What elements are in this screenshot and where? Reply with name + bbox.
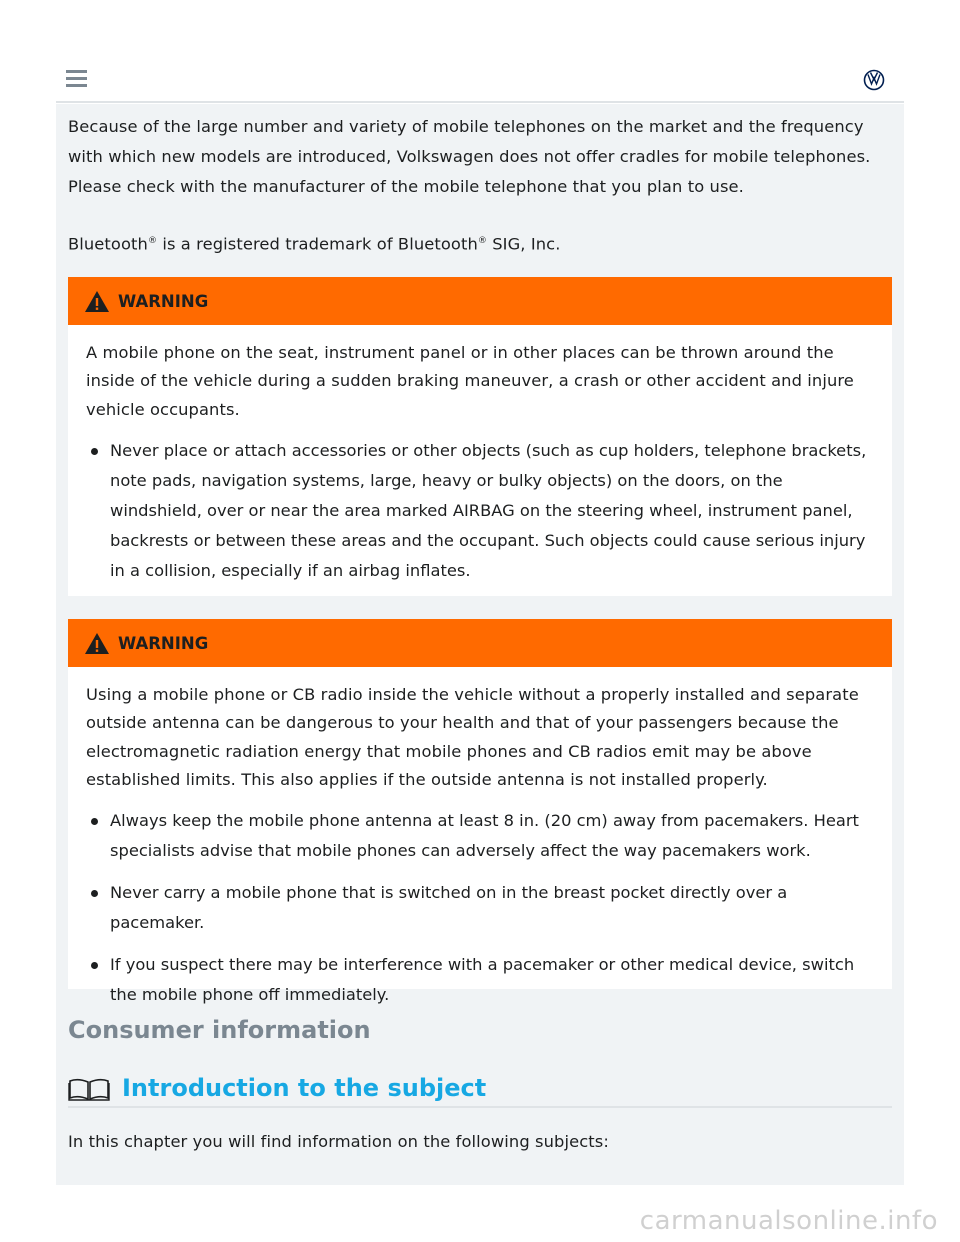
warning-bullet: Never carry a mobile phone that is switched on in the breast pocket directly over a pacemaker. (86, 878, 874, 938)
warning-triangle-icon (84, 632, 110, 655)
warning-header (68, 277, 892, 325)
book-icon (68, 1075, 110, 1101)
subsection-title[interactable]: Introduction to the subject (122, 1074, 487, 1102)
warning-bullet: If you suspect there may be interference with a pacemaker or other medical device, switch the mobile phone off immediately. (86, 950, 874, 1010)
warning-bullet: Always keep the mobile phone antenna at least 8 in. (20 cm) away from pacemakers. Heart specialists advise that mobile phones can adversely affect the way pacemakers work. (86, 806, 874, 866)
hamburger-menu-icon[interactable] (66, 70, 87, 87)
vw-logo-icon[interactable] (863, 69, 885, 91)
trademark-note: Bluetooth® is a registered trademark of Bluetooth® SIG, Inc. (68, 234, 561, 254)
intro-paragraph: Because of the large number and variety of mobile telephones on the market and the frequency with which new models are introduced, Volkswagen does not offer cradles for mobile telephones. Please check with the manufacturer of the mobile telephone that you plan to use. (68, 117, 871, 196)
top-bar (56, 56, 904, 103)
warning-title: WARNING (118, 291, 209, 311)
watermark: carmanualsonline.info (639, 1206, 938, 1236)
warning-triangle-icon (84, 290, 110, 313)
subsection-heading (68, 1070, 892, 1108)
chapter-intro: In this chapter you will find information on the following subjects: (68, 1132, 609, 1151)
content-panel (56, 104, 904, 1185)
section-title: Consumer information (68, 1016, 371, 1044)
warning-title: WARNING (118, 633, 209, 653)
warning-text: Using a mobile phone or CB radio inside the vehicle without a properly installed and separate outside antenna can be dangerous to your health and that of your passengers because the electromagnetic radiation energy that mobile phones and CB radios emit may be above established limits. This also applies if the outside antenna is not installed properly. (86, 685, 859, 789)
warning-bullet: Never place or attach accessories or other objects (such as cup holders, telephone brackets, note pads, navigation systems, large, heavy or bulky objects) on the doors, on the windshield, over or near the area marked AIRBAG on the steering wheel, instrument panel, backrests or between these areas and the occupant. Such objects could cause serious injury in a collision, especially if an airbag inflates. (86, 436, 874, 586)
warning-header (68, 619, 892, 667)
warning-box (68, 619, 892, 1005)
warning-box (68, 277, 892, 596)
warning-text: A mobile phone on the seat, instrument panel or in other places can be thrown around the inside of the vehicle during a sudden braking maneuver, a crash or other accident and injure vehicle occupants. (86, 343, 854, 419)
